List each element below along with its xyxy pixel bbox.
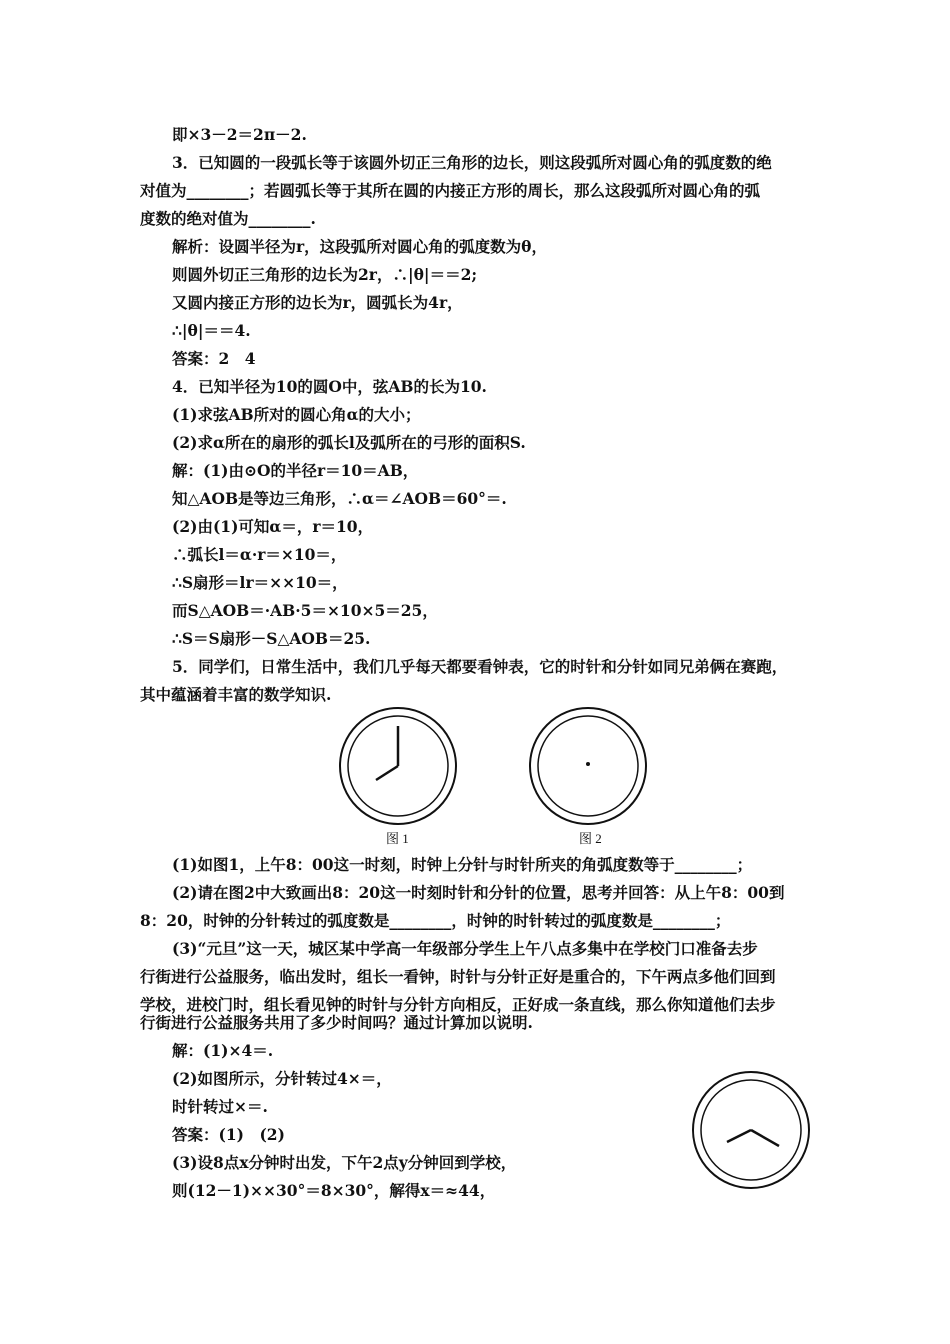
- text-line: 解析：设圆半径为r，这段弧所对圆心角的弧度数为θ，: [172, 237, 548, 256]
- hour-hand: [376, 766, 398, 780]
- text-line: 其中蕴涵着丰富的数学知识.: [140, 685, 332, 704]
- text-line: 答案：(1) (2): [172, 1125, 285, 1144]
- text-line: 行街进行公益服务，临出发时，组长一看钟，时针与分针正好是重合的，下午两点多他们回到: [140, 967, 776, 986]
- text-line: 对值为________；若圆弧长等于其所在圆的内接正方形的周长，那么这段弧所对圆心角的弧: [140, 181, 761, 200]
- text-line: 5．同学们，日常生活中，我们几乎每天都要看钟表，它的时针和分针如同兄弟俩在赛跑，: [172, 657, 788, 676]
- text-line: ∴S＝S扇形－S△AOB＝25.: [172, 629, 371, 648]
- text-line: (2)求α所在的扇形的弧长l及弧所在的弓形的面积S.: [172, 433, 526, 452]
- text-line: (2)请在图2中大致画出8：20这一时刻时针和分针的位置，思考并回答：从上午8：00到: [172, 883, 785, 902]
- figure-caption-1: 图 1: [386, 831, 409, 846]
- text-line: 又圆内接正方形的边长为r，圆弧长为4r，: [172, 293, 463, 312]
- text-line: 解：(1)由⊙O的半径r＝10＝AB，: [172, 461, 419, 480]
- text-line: 行街进行公益服务共用了多少时间吗？通过计算加以说明.: [140, 1013, 533, 1032]
- text-line: (1)如图1，上午8：00这一时刻，时钟上分针与时针所夹的角弧度数等于________；: [172, 855, 753, 874]
- text-line: (2)如图所示，分针转过4×＝，: [172, 1069, 392, 1088]
- text-line: 3．已知圆的一段弧长等于该圆外切正三角形的边长，则这段弧所对圆心角的弧度数的绝: [172, 153, 772, 172]
- clock-figure-2: [528, 706, 648, 826]
- text-line: (2)由(1)可知α＝，r＝10，: [172, 517, 374, 536]
- text-line: 则圆外切正三角形的边长为2r，∴|θ|＝＝2;: [172, 265, 478, 284]
- center-dot: [586, 762, 590, 766]
- text-line: 知△AOB是等边三角形，∴α＝∠AOB＝60°＝.: [172, 489, 507, 508]
- minute-hand: [751, 1130, 779, 1146]
- text-line: 则(12－1)××30°＝8×30°，解得x＝≈44，: [172, 1181, 496, 1200]
- hour-hand: [727, 1130, 751, 1142]
- text-line: 4．已知半径为10的圆O中，弦AB的长为10.: [172, 377, 487, 396]
- text-line: 度数的绝对值为________.: [140, 209, 316, 228]
- text-line: (3)“元旦”这一天，城区某中学高一年级部分学生上午八点多集中在学校门口准备去步: [172, 939, 758, 958]
- text-line: 答案：2 4: [172, 349, 256, 368]
- clock-figure-1: [338, 706, 458, 826]
- text-line: ∴弧长l＝α·r＝×10＝，: [172, 545, 347, 564]
- text-line: 8：20，时钟的分针转过的弧度数是________，时钟的时针转过的弧度数是________；: [140, 911, 731, 930]
- text-line: ∴|θ|＝＝4.: [172, 321, 251, 340]
- clock-figure-answer: [691, 1070, 811, 1190]
- text-line: 学校，进校门时，组长看见钟的时针与分针方向相反，正好成一条直线，那么你知道他们去步: [140, 995, 776, 1014]
- text-line: 而S△AOB＝·AB·5＝×10×5＝25，: [172, 601, 438, 620]
- text-line: 时针转过×＝.: [172, 1097, 268, 1116]
- text-line: (3)设8点x分钟时出发，下午2点y分钟回到学校，: [172, 1153, 517, 1172]
- text-line: 即×3－2＝2π－2.: [172, 125, 307, 144]
- text-line: 解：(1)×4＝.: [172, 1041, 274, 1060]
- figure-caption-2: 图 2: [579, 831, 602, 846]
- text-line: (1)求弦AB所对的圆心角α的大小；: [172, 405, 421, 424]
- text-line: ∴S扇形＝lr＝××10＝，: [172, 573, 348, 592]
